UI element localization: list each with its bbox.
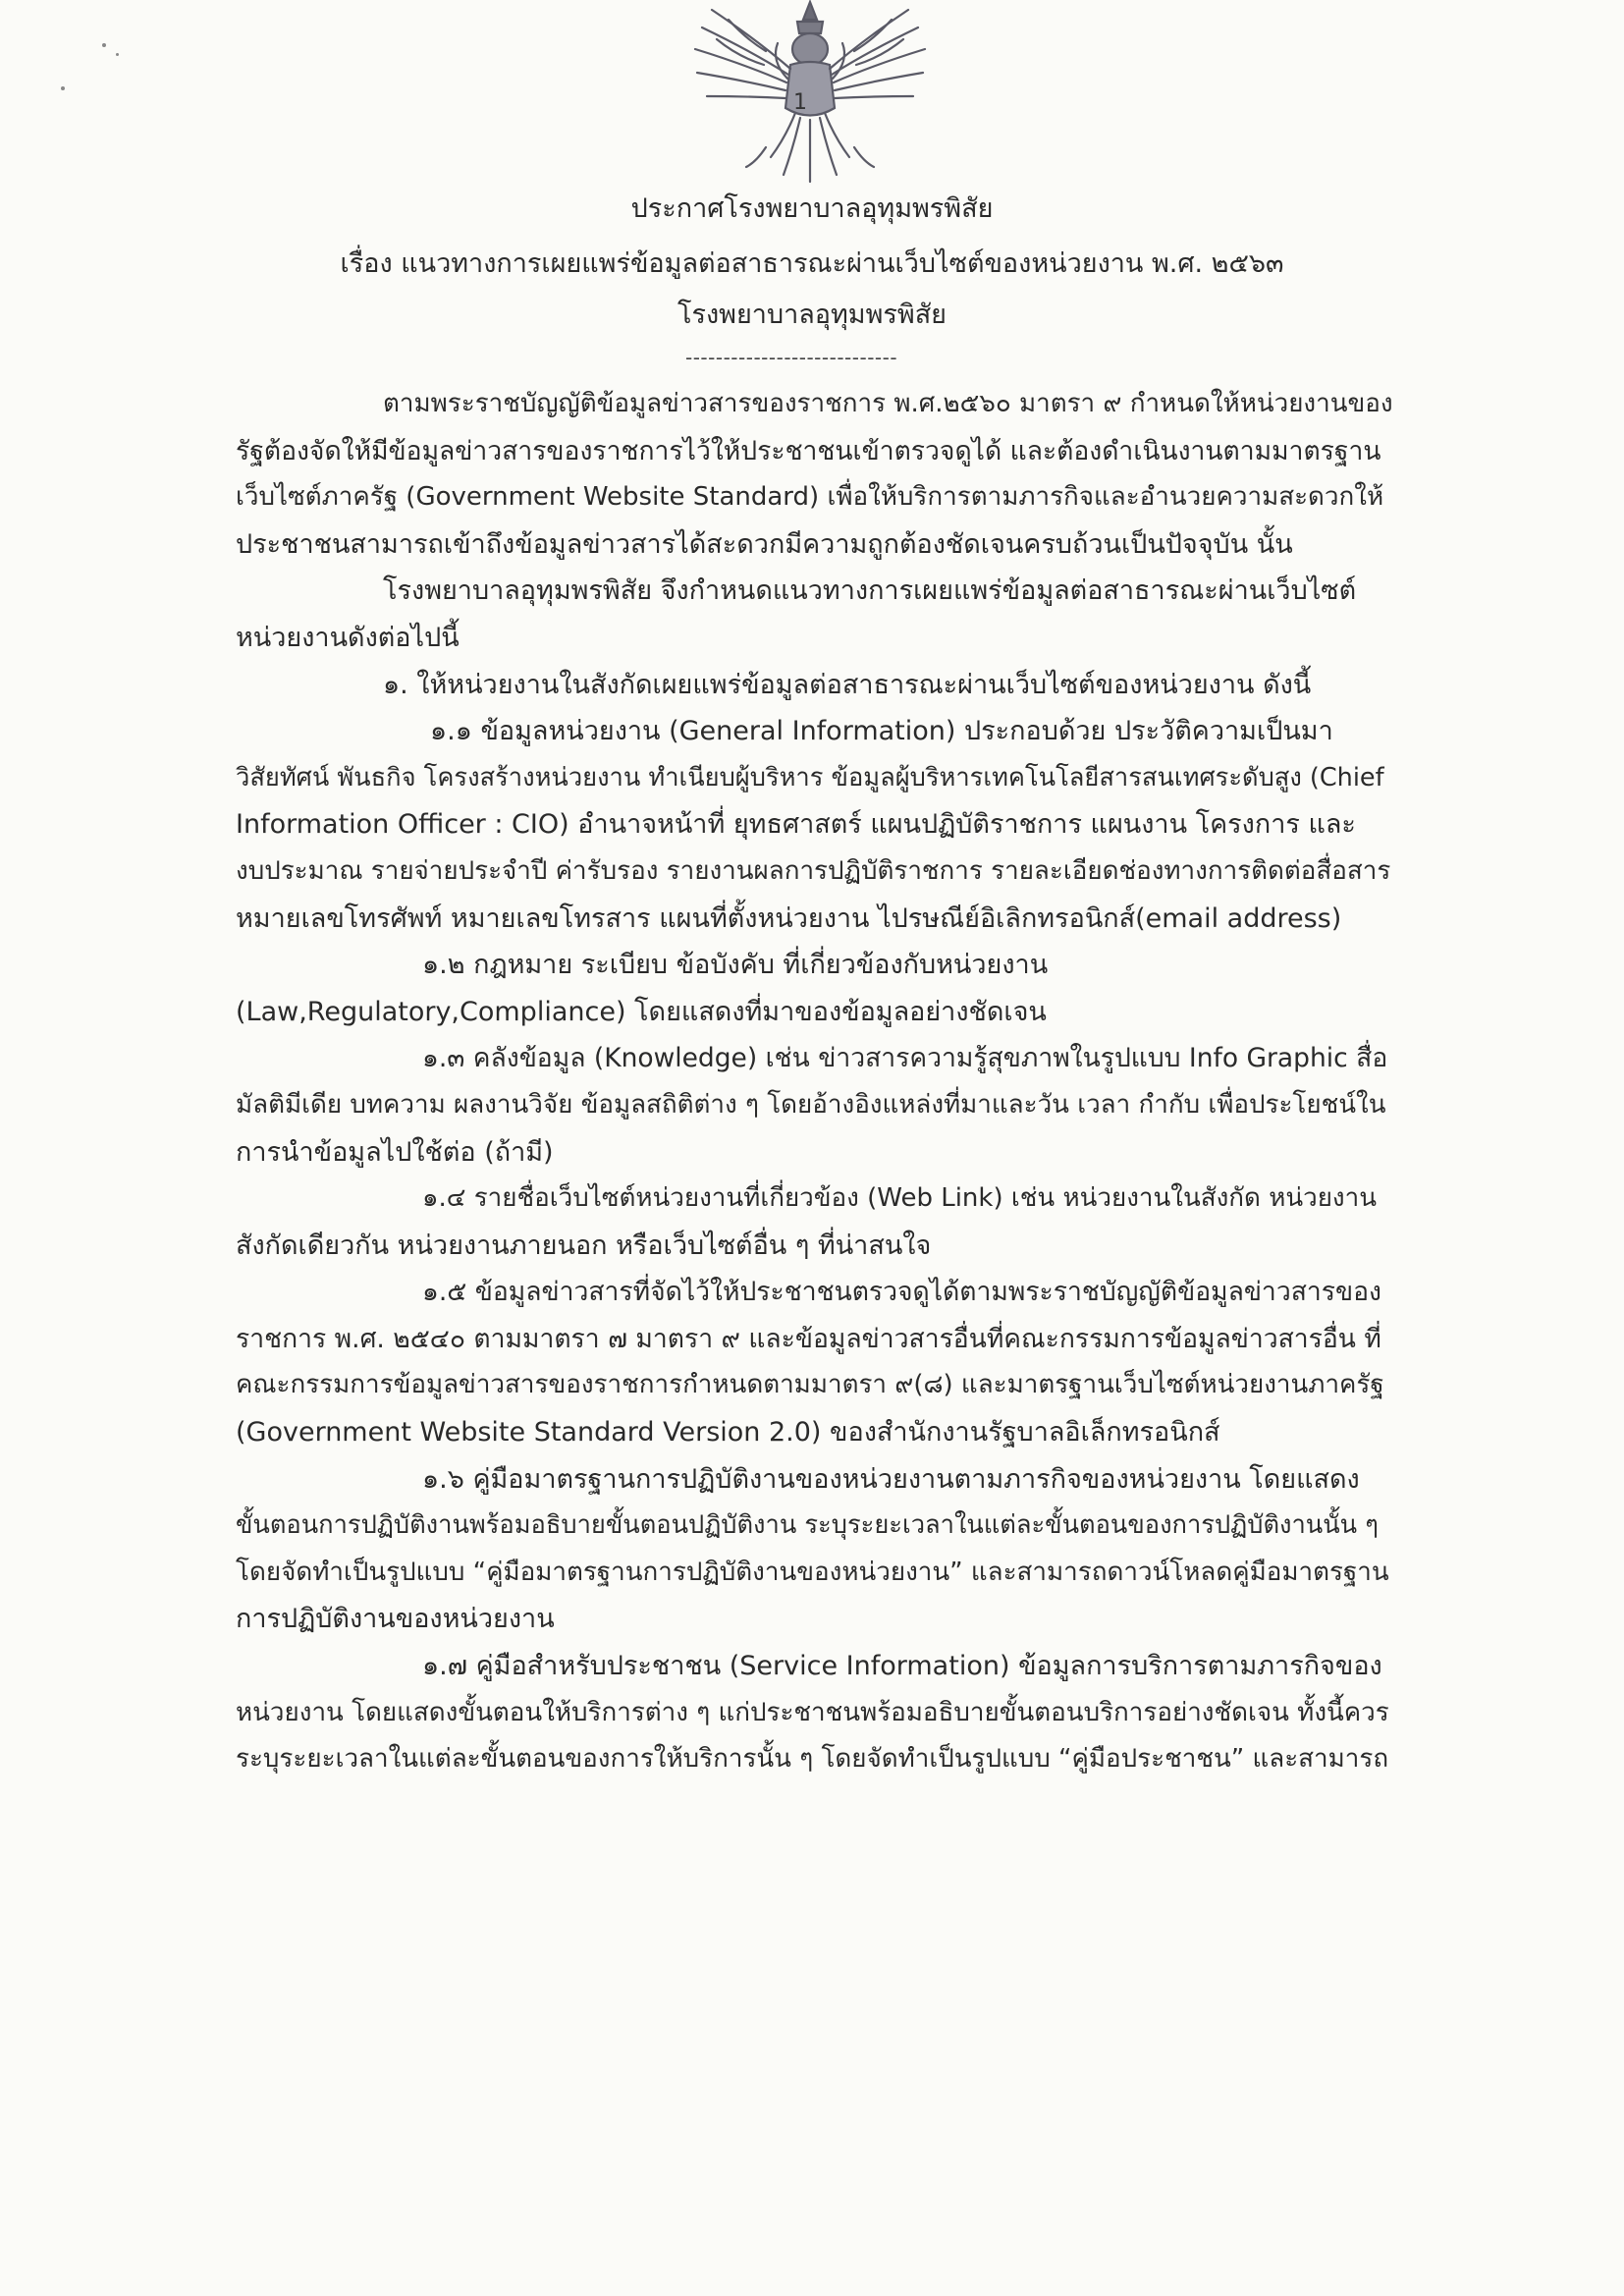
announcement-title: ประกาศโรงพยาบาลอุทุมพรพิสัย <box>630 193 994 224</box>
list-item-continuation: (Law,Regulatory,Compliance) โดยแสดงที่มาของข้อมูลอย่างชัดเจน <box>236 996 1047 1027</box>
list-item-continuation: มัลติมีเดีย บทความ ผลงานวิจัย ข้อมูลสถิติต่าง ๆ โดยอ้างอิงแหล่งที่มาและวัน เวลา กำกับ เพื่อประโยชน์ใน <box>236 1089 1386 1120</box>
title-divider: ---------------------------- <box>685 346 898 369</box>
list-item-continuation: การปฏิบัติงานของหน่วยงาน <box>236 1604 555 1635</box>
list-item: ๑.๕ ข้อมูลข่าวสารที่จัดไว้ให้ประชาชนตรวจดูได้ตามพระราชบัญญัติข้อมูลข่าวสารของ <box>422 1277 1381 1308</box>
list-item-continuation: คณะกรรมการข้อมูลข่าวสารของราชการกำหนดตามมาตรา ๙(๘) และมาตรฐานเว็บไซต์หน่วยงานภาครัฐ <box>236 1370 1384 1400</box>
paragraph-line: หน่วยงานดังต่อไปนี้ <box>236 622 460 653</box>
list-item: ๑.๓ คลังข้อมูล (Knowledge) เช่น ข่าวสารความรู้สุขภาพในรูปแบบ Info Graphic สื่อ <box>422 1043 1388 1074</box>
list-item: ๑.๔ รายชื่อเว็บไซต์หน่วยงานที่เกี่ยวข้อง (Web Link) เช่น หน่วยงานในสังกัด หน่วยงาน <box>422 1183 1378 1214</box>
list-item-continuation: ระบุระยะเวลาในแต่ละขั้นตอนของการให้บริการนั้น ๆ โดยจัดทำเป็นรูปแบบ “คู่มือประชาชน” และสามารถ <box>236 1744 1389 1775</box>
list-item-continuation: Information Officer : CIO) อำนาจหน้าที่ ยุทธศาสตร์ แผนปฏิบัติราชการ แผนงาน โครงการ และ <box>236 809 1356 841</box>
list-item: ๑.๖ คู่มือมาตรฐานการปฏิบัติงานของหน่วยงานตามภารกิจของหน่วยงาน โดยแสดง <box>422 1463 1360 1495</box>
list-item-continuation: การนำข้อมูลไปใช้ต่อ (ถ้ามี) <box>236 1136 554 1168</box>
list-item-continuation: หน่วยงาน โดยแสดงขั้นตอนให้บริการต่าง ๆ แก่ประชาชนพร้อมอธิบายขั้นตอนบริการอย่างชัดเจน ทั้งนี้ควร <box>236 1697 1389 1727</box>
list-item: ๑.๗ คู่มือสำหรับประชาชน (Service Information) ข้อมูลการบริการตามภารกิจของ <box>422 1651 1382 1682</box>
list-item-continuation: สังกัดเดียวกัน หน่วยงานภายนอก หรือเว็บไซต์อื่น ๆ ที่น่าสนใจ <box>236 1230 932 1261</box>
list-item: ๑.๒ กฎหมาย ระเบียบ ข้อบังคับ ที่เกี่ยวข้องกับหน่วยงาน <box>422 950 1049 981</box>
announcement-subject: เรื่อง แนวทางการเผยแพร่ข้อมูลต่อสาธารณะผ่านเว็บไซต์ของหน่วยงาน พ.ศ. ๒๕๖๓ <box>340 248 1284 279</box>
paragraph-line: รัฐต้องจัดให้มีข้อมูลข่าวสารของราชการไว้ให้ประชาชนเข้าตรวจดูได้ และต้องดำเนินงานตามมาตรฐาน <box>236 435 1381 466</box>
paragraph-line: โรงพยาบาลอุทุมพรพิสัย จึงกำหนดแนวทางการเผยแพร่ข้อมูลต่อสาธารณะผ่านเว็บไซต์ <box>383 575 1357 607</box>
paragraph-line: ตามพระราชบัญญัติข้อมูลข่าวสารของราชการ พ.ศ.๒๕๖๐ มาตรา ๙ กำหนดให้หน่วยงานของ <box>383 389 1393 418</box>
paragraph-line: เว็บไซต์ภาครัฐ (Government Website Standard) เพื่อให้บริการตามภารกิจและอำนวยความสะดวกให้ <box>236 482 1384 513</box>
section-heading: ๑. ให้หน่วยงานในสังกัดเผยแพร่ข้อมูลต่อสาธารณะผ่านเว็บไซต์ของหน่วยงาน ดังนี้ <box>383 669 1312 700</box>
list-item-continuation: งบประมาณ รายจ่ายประจำปี ค่ารับรอง รายงานผลการปฏิบัติราชการ รายละเอียดช่องทางการติดต่อสื่อสาร <box>236 855 1391 886</box>
list-item-continuation: ขั้นตอนการปฏิบัติงานพร้อมอธิบายขั้นตอนปฏิบัติงาน ระบุระยะเวลาในแต่ละขั้นตอนของการปฏิบัติงานนั้น ๆ <box>236 1510 1379 1541</box>
list-item-continuation: หมายเลขโทรศัพท์ หมายเลขโทรสาร แผนที่ตั้งหน่วยงาน ไปรษณีย์อิเลิกทรอนิกส์(email address) <box>236 902 1342 934</box>
garuda-emblem-icon <box>668 0 952 187</box>
page-number: 1 <box>793 90 807 115</box>
list-item-continuation: (Government Website Standard Version 2.0) ของสำนักงานรัฐบาลอิเล็กทรอนิกส์ <box>236 1417 1220 1449</box>
list-item-continuation: ราชการ พ.ศ. ๒๕๔๐ ตามมาตรา ๗ มาตรา ๙ และข้อมูลข่าวสารอื่นที่คณะกรรมการข้อมูลข่าวสารอื่น ที่ <box>236 1323 1381 1354</box>
document-body <box>236 381 1394 1783</box>
list-item-continuation: โดยจัดทำเป็นรูปแบบ “คู่มือมาตรฐานการปฏิบัติงานของหน่วยงาน” และสามารถดาวน์โหลดคู่มือมาตรฐาน <box>236 1557 1389 1587</box>
list-item: ๑.๑ ข้อมูลหน่วยงาน (General Information) ประกอบด้วย ประวัติความเป็นมา <box>430 716 1333 747</box>
issuing-organization: โรงพยาบาลอุทุมพรพิสัย <box>677 300 947 330</box>
list-item-continuation: วิสัยทัศน์ พันธกิจ โครงสร้างหน่วยงาน ทำเนียบผู้บริหาร ข้อมูลผู้บริหารเทคโนโลยีสารสนเทศระดับสูง (Chief <box>236 762 1384 793</box>
paragraph-line: ประชาชนสามารถเข้าถึงข้อมูลข่าวสารได้สะดวกมีความถูกต้องชัดเจนครบถ้วนเป็นปัจจุบัน นั้น <box>236 528 1293 560</box>
